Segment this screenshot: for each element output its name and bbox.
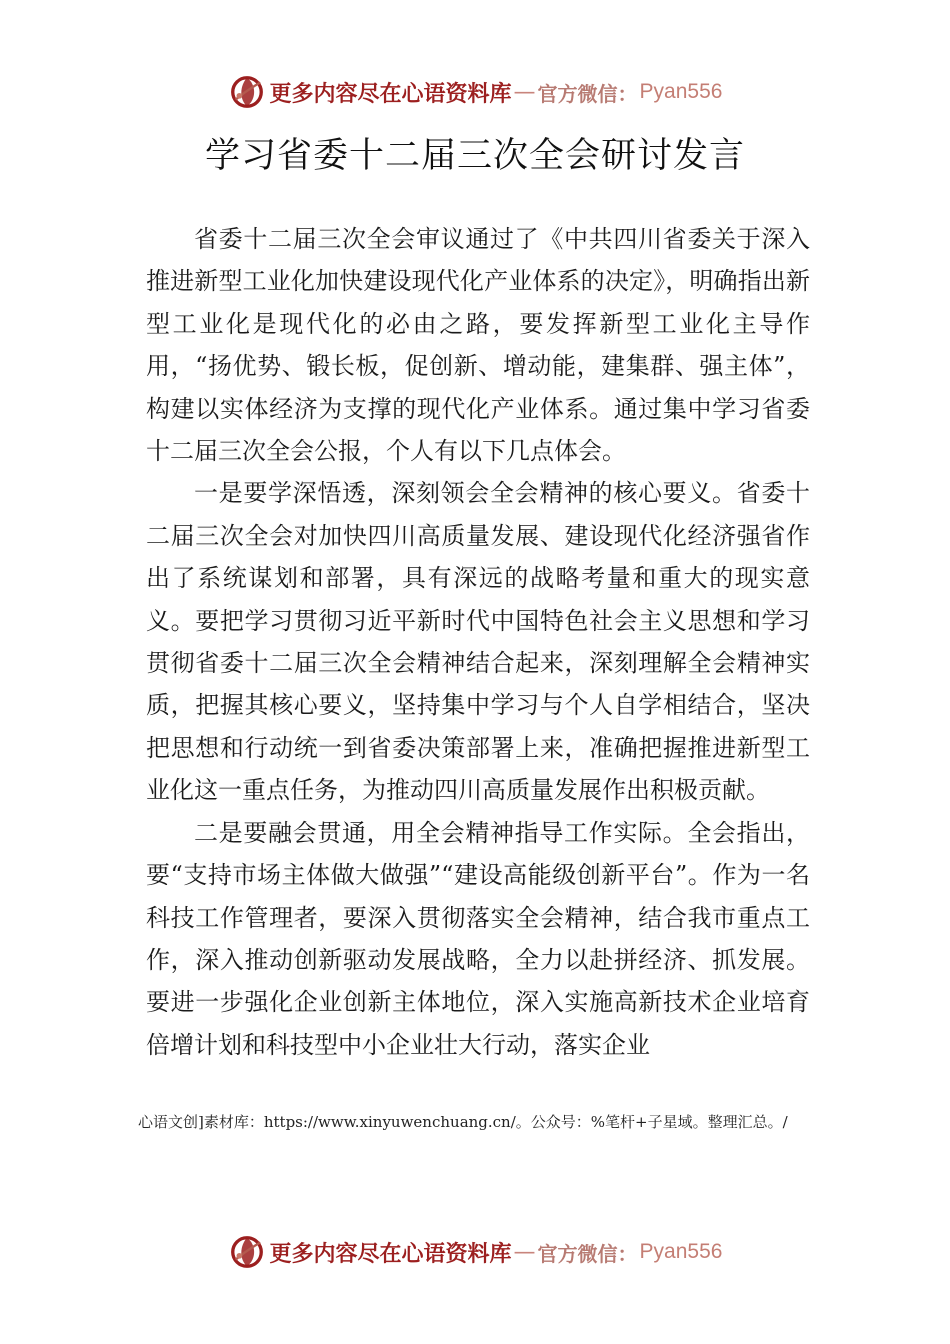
- paragraph: 一是要学深悟透，深刻领会全会精神的核心要义。省委十二届三次全会对加快四川高质量发展、建设现代化经济强省作出了系统谋划和部署，具有深远的战略考量和重大的现实意义。要把学习贯彻习近平新时代中国特色社会主义思想和学习贯彻省委十二届三次全会精神结合起来，深刻理解全会精神实质，把握其核心要义，坚持集中学习与个人自学相结合，坚决把思想和行动统一到省委决策部署上来，准确把握推进新型工业化这一重点任务，为推动四川高质量发展作出积极贡献。: [146, 479, 810, 805]
- document-title: 学习省委十二届三次全会研讨发言: [204, 136, 745, 176]
- banner-text: 更多内容尽在心语资料库: [269, 80, 512, 107]
- banner-dash: —: [513, 1239, 536, 1265]
- banner-subtitle: 官方微信：: [537, 1241, 638, 1266]
- document-body: [146, 218, 810, 1066]
- footer-banner: [0, 1232, 950, 1272]
- banner-text: 更多内容尽在心语资料库: [269, 1240, 512, 1267]
- banner-subtitle: 官方微信：: [537, 81, 638, 106]
- header-banner: [0, 72, 950, 112]
- brand-logo-icon: [228, 73, 266, 111]
- banner-wechat-id: Pyan556: [639, 80, 723, 103]
- brand-logo-icon: [228, 1233, 266, 1271]
- banner-dash: —: [513, 79, 536, 105]
- footer-note: 心语文创]素材库：https://www.xinyuwenchuang.cn/。公众号：%笔杆+子星域。整理汇总。/: [138, 1113, 788, 1131]
- banner-wechat-id: Pyan556: [639, 1240, 723, 1263]
- paragraph: 省委十二届三次全会审议通过了《中共四川省委关于深入推进新型工业化加快建设现代化产业体系的决定》，明确指出新型工业化是现代化的必由之路，要发挥新型工业化主导作用，“扬优势、锻长板，促创新、增动能，建集群、强主体”，构建以实体经济为支撑的现代化产业体系。通过集中学习省委十二届三次全会公报，个人有以下几点体会。: [146, 225, 810, 466]
- paragraph: 二是要融会贯通，用全会精神指导工作实际。全会指出，要“支持市场主体做大做强”“建设高能级创新平台”。作为一名科技工作管理者，要深入贯彻落实全会精神，结合我市重点工作，深入推动创新驱动发展战略，全力以赴拼经济、抓发展。要进一步强化企业创新主体地位，深入实施高新技术企业培育倍增计划和科技型中小企业壮大行动，落实企业: [146, 818, 810, 1059]
